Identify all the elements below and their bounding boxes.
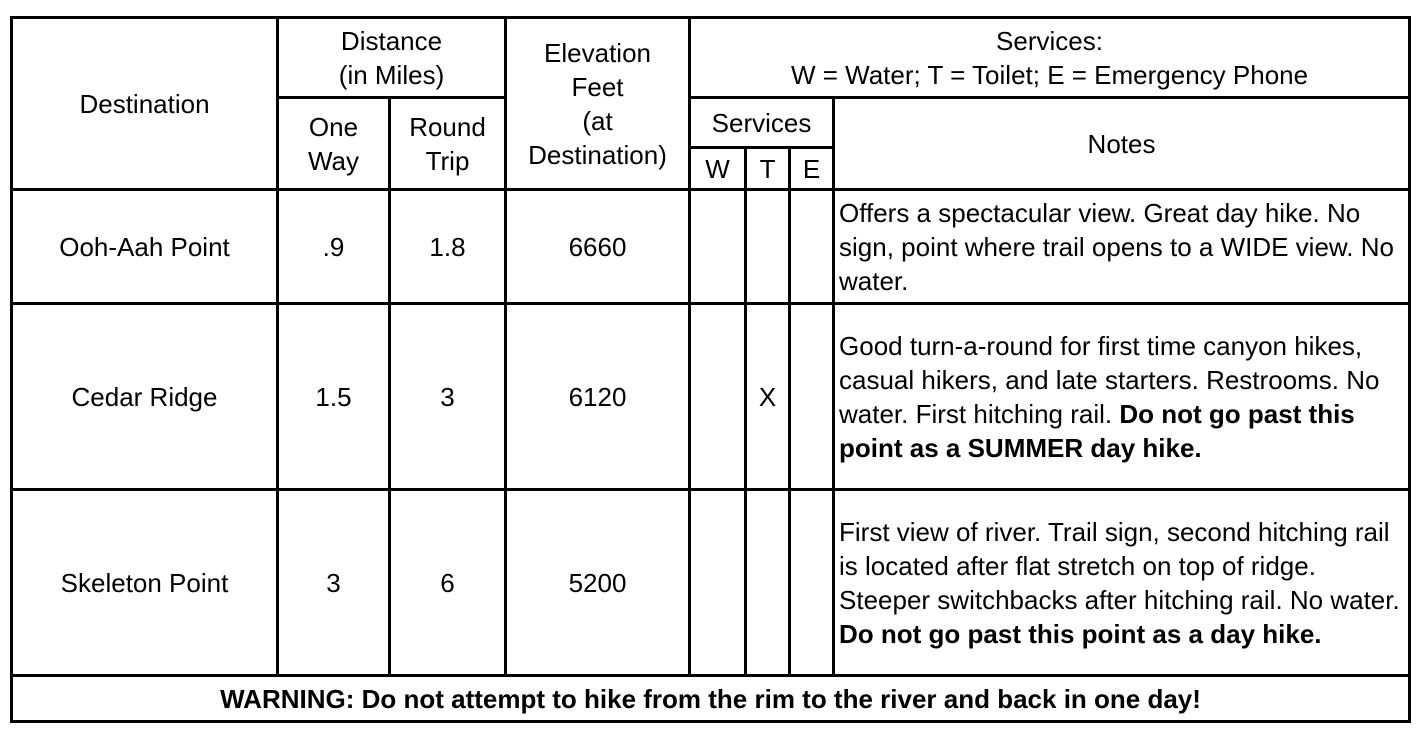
row-notes-warning: Do not go past this point as a SUMMER day hike. bbox=[839, 398, 1355, 463]
row-notes bbox=[834, 304, 1410, 490]
header-distance bbox=[278, 18, 506, 98]
header-services-title bbox=[690, 18, 1410, 98]
header-destination bbox=[12, 18, 278, 190]
trail-table bbox=[10, 16, 1411, 723]
header-elevation-line1: Elevation bbox=[544, 37, 651, 68]
header-round-trip-line1: Round bbox=[409, 111, 486, 142]
warning-banner bbox=[12, 676, 1410, 722]
header-services-sub bbox=[690, 98, 834, 148]
row-notes-warning: Do not go past this point as a day hike. bbox=[839, 618, 1322, 649]
row-service-w bbox=[690, 190, 746, 304]
header-round-trip-line2: Trip bbox=[425, 145, 470, 176]
row-service-t bbox=[746, 490, 790, 676]
header-t: T bbox=[746, 148, 790, 190]
header-services-sub-label: Services bbox=[711, 107, 812, 138]
header-distance-line1: Distance bbox=[340, 25, 443, 56]
row-elevation: 5200 bbox=[506, 490, 690, 676]
row-service-w bbox=[690, 304, 746, 490]
header-notes-label: Notes bbox=[1087, 128, 1156, 159]
row-service-e bbox=[790, 490, 834, 676]
row-one-way: .9 bbox=[278, 190, 390, 304]
row-service-e bbox=[790, 190, 834, 304]
row-service-e bbox=[790, 304, 834, 490]
header-round-trip bbox=[390, 98, 506, 190]
row-destination: Skeleton Point bbox=[12, 490, 278, 676]
header-elevation-line3: (at bbox=[582, 105, 613, 136]
header-one-way bbox=[278, 98, 390, 190]
header-one-way-line1: One bbox=[308, 111, 359, 142]
header-distance-line2: (in Miles) bbox=[338, 59, 445, 90]
row-notes-text: Good turn-a-round for first time canyon hikes, casual hikers, and late starters. Restrooms. No water. First hitching rail. bbox=[839, 330, 1380, 429]
header-elevation-line4: Destination) bbox=[528, 139, 667, 170]
row-service-t: X bbox=[746, 304, 790, 490]
header-services-title-line2: W = Water; T = Toilet; E = Emergency Phone bbox=[790, 59, 1309, 90]
row-round-trip: 6 bbox=[390, 490, 506, 676]
row-notes bbox=[834, 190, 1410, 304]
row-notes-text: Offers a spectacular view. Great day hike. No sign, point where trail opens to a WIDE view. No water. bbox=[839, 197, 1394, 296]
header-notes bbox=[834, 98, 1410, 190]
row-round-trip: 3 bbox=[390, 304, 506, 490]
warning-text: WARNING: Do not attempt to hike from the rim to the river and back in one day! bbox=[220, 683, 1201, 714]
table-row bbox=[12, 304, 1410, 490]
table-row bbox=[12, 190, 1410, 304]
header-w: W bbox=[690, 148, 746, 190]
row-one-way: 1.5 bbox=[278, 304, 390, 490]
header-e: E bbox=[790, 148, 834, 190]
header-destination-label: Destination bbox=[79, 88, 210, 119]
header-services-title-line1: Services: bbox=[996, 25, 1103, 56]
row-elevation: 6660 bbox=[506, 190, 690, 304]
header-elevation-line2: Feet bbox=[571, 71, 624, 102]
header-one-way-line2: Way bbox=[307, 145, 360, 176]
row-service-w bbox=[690, 490, 746, 676]
row-notes-text: First view of river. Trail sign, second hitching rail is located after flat stretch on top of ridge. Steeper switchbacks after hitching rail. No water. bbox=[839, 516, 1400, 615]
header-elevation bbox=[506, 18, 690, 190]
row-service-t bbox=[746, 190, 790, 304]
table-row bbox=[12, 490, 1410, 676]
row-notes bbox=[834, 490, 1410, 676]
row-one-way: 3 bbox=[278, 490, 390, 676]
row-destination: Cedar Ridge bbox=[12, 304, 278, 490]
row-destination: Ooh-Aah Point bbox=[12, 190, 278, 304]
row-round-trip: 1.8 bbox=[390, 190, 506, 304]
row-elevation: 6120 bbox=[506, 304, 690, 490]
